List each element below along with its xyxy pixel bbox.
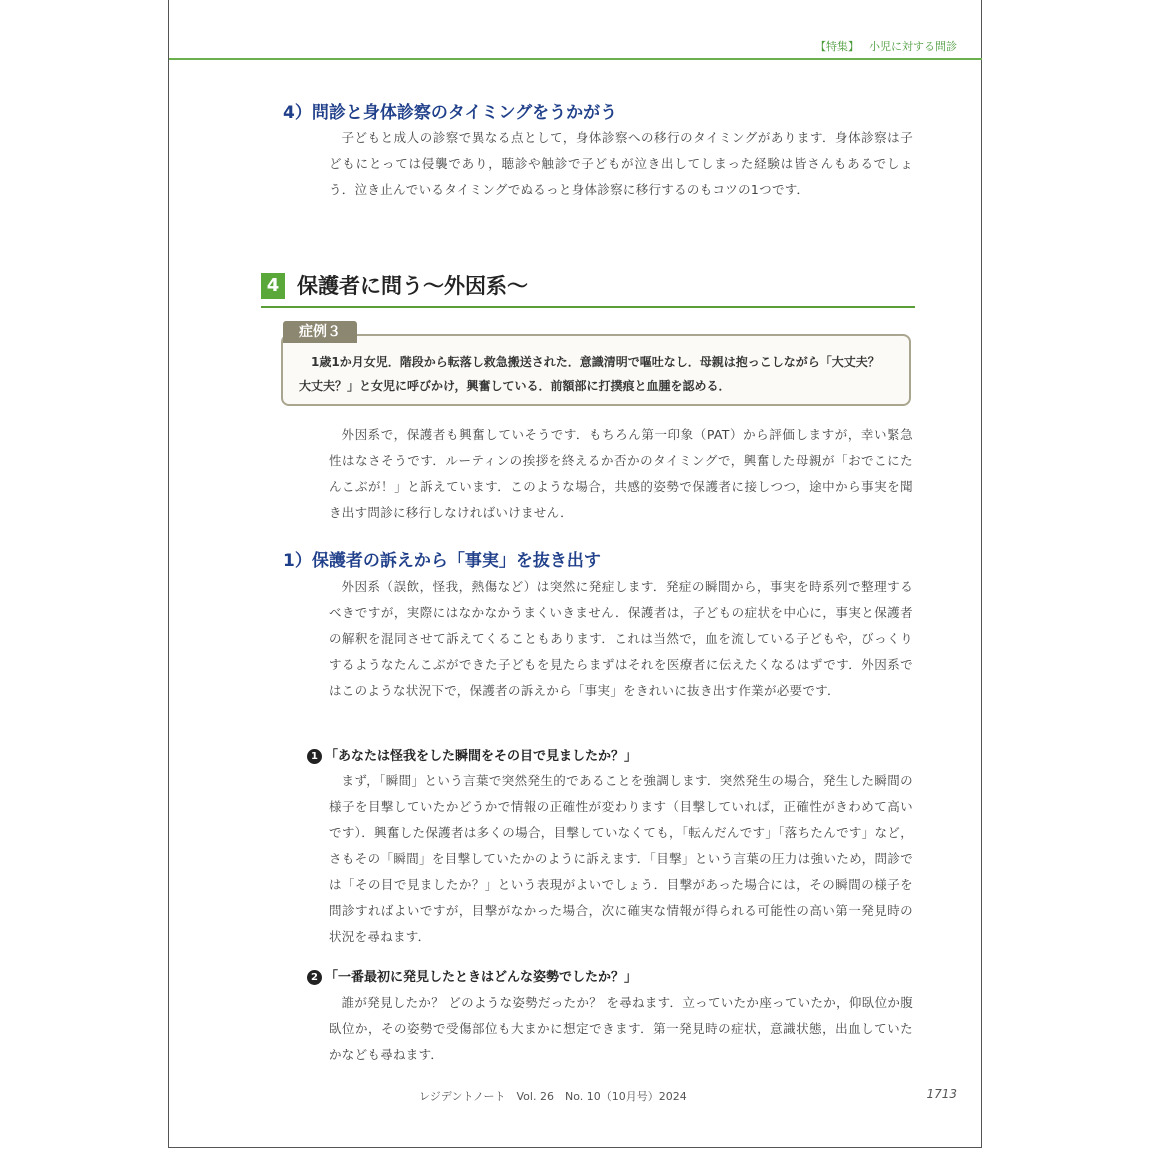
question-2-text: 「一番最初に発見したときはどんな姿勢でしたか？」 — [325, 970, 638, 985]
case-text: 1歳1か月女児．階段から転落し救急搬送された．意識清明で嘔吐なし．母親は抱っこしながら「大丈夫？ 大丈夫？」と女児に呼びかけ，興奮している．前額部に打撲痕と血腫を認める． — [299, 355, 880, 393]
question-2-heading — [307, 966, 637, 985]
question-1-text: 「あなたは怪我をした瞬間をその目で見ましたか？」 — [325, 749, 638, 764]
case-label: 症例３ — [283, 321, 357, 343]
numbered-bullet-1: 1 — [307, 749, 322, 764]
section-title: 保護者に問う〜外因系〜 — [297, 274, 528, 298]
document-page — [168, 0, 982, 1148]
section-number: 4 — [261, 273, 285, 299]
subsection-heading-4: 4）問診と身体診察のタイミングをうかがう — [283, 103, 618, 123]
case-box — [281, 334, 911, 406]
question-2-paragraph: 誰が発見したか？ どのような姿勢だったか？ を尋ねます．立っていたか座っていたか，仰臥位か腹臥位か，その姿勢で受傷部位も大まかに想定できます．第一発見時の症状，意識状態，出血していたかなども尋ねます． — [329, 995, 913, 1062]
numbered-bullet-2: 2 — [307, 970, 322, 985]
page-number: 1713 — [926, 1087, 957, 1101]
subsection-4-paragraph: 子どもと成人の診察で異なる点として，身体診察への移行のタイミングがあります．身体診察は子どもにとっては侵襲であり，聴診や触診で子どもが泣き出してしまった経験は皆さんもあるでしょう．泣き止んでいるタイミングでぬるっと身体診察に移行するのもコツの1つです． — [329, 130, 913, 197]
header-title: 小児に対する問診 — [869, 40, 957, 53]
question-1-heading — [307, 745, 637, 764]
section-heading — [261, 270, 915, 308]
subsection-heading-1: 1）保護者の訴えから「事実」を抜き出す — [283, 551, 601, 571]
header-tag: 【特集】 — [815, 40, 859, 53]
subsection-1-paragraph: 外因系（誤飲，怪我，熱傷など）は突然に発症します．発症の瞬間から，事実を時系列で整理するべきですが，実際にはなかなかうまくいきません．保護者は，子どもの症状を中心に，事実と保護者の解釈を混同させて訴えてくることもあります．これは当然で，血を流している子どもや，びっくりするようなたんこぶができた子どもを見たらまずはそれを医療者に伝えたくなるはずです．外因系ではこのような状況下で，保護者の訴えから「事実」をきれいに抜き出す作業が必要です． — [329, 579, 913, 698]
intro-paragraph: 外因系で，保護者も興奮していそうです．もちろん第一印象（PAT）から評価しますが，幸い緊急性はなさそうです．ルーティンの挨拶を終えるか否かのタイミングで，興奮した母親が「おでこにたんこぶが！」と訴えています．このような場合，共感的姿勢で保護者に接しつつ，途中から事実を聞き出す問診に移行しなければいけません． — [329, 427, 913, 520]
question-1-paragraph: まず，「瞬間」という言葉で突然発生的であることを強調します．突然発生の場合，発生した瞬間の様子を目撃していたかどうかで情報の正確性が変わります（目撃していれば，正確性がきわめて高いです）．興奮した保護者は多くの場合，目撃していなくても，「転んだんです」「落ちたんです」など，さもその「瞬間」を目撃していたかのように訴えます．「目撃」という言葉の圧力は強いため，問診では「その目で見ましたか？」という表現がよいでしょう．目撃があった場合には，その瞬間の様子を問診すればよいですが，目撃がなかった場合，次に確実な情報が得られる可能性の高い第一発見時の状況を尋ねます． — [329, 773, 913, 944]
running-header — [815, 38, 957, 54]
header-rule — [169, 58, 982, 60]
journal-footer: レジデントノート Vol. 26 No. 10（10月号）2024 — [419, 1090, 687, 1103]
